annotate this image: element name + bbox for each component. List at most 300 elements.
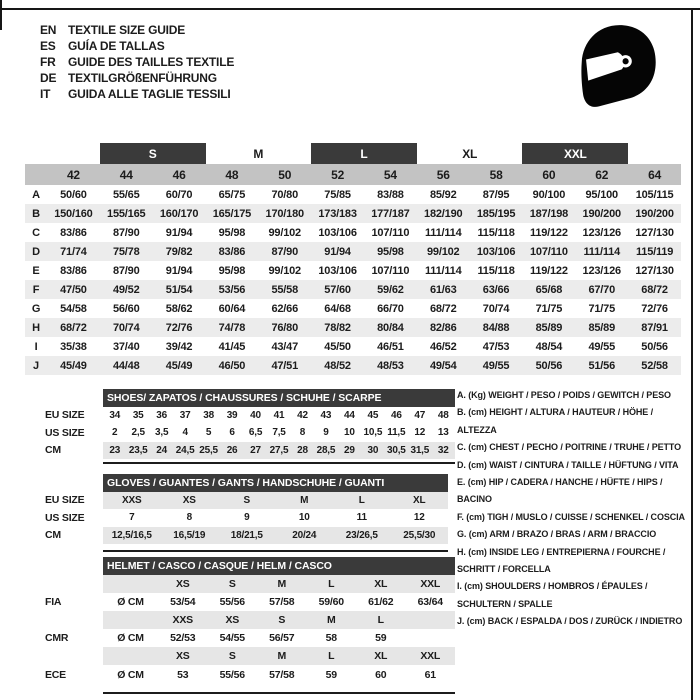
spacer [45, 474, 103, 492]
measure-value: 46/52 [429, 340, 457, 353]
measure-value: 45/49 [165, 359, 193, 372]
size-label: XXS [158, 611, 208, 629]
measure-value: 47/51 [271, 359, 298, 372]
measure-value: 67/70 [588, 283, 615, 296]
helmet-sizes-row [45, 647, 455, 665]
size-label: XS [158, 575, 208, 593]
page-border-top [0, 8, 700, 10]
size-group-l: L [311, 143, 417, 164]
value: XL [391, 492, 449, 510]
measure-value: 165/175 [212, 207, 252, 220]
row-label: US SIZE [45, 426, 85, 439]
measure-value: 72/76 [165, 321, 193, 334]
value: 57/58 [269, 595, 295, 608]
value: 34 [109, 409, 121, 421]
language-row [40, 38, 234, 54]
measure-value: 190/200 [635, 207, 674, 220]
row-label: US SIZE [45, 511, 85, 524]
helmet-size-table [45, 557, 455, 684]
measure-value: 45/50 [324, 340, 351, 353]
textile-size-table [25, 143, 681, 375]
measure-value: 91/94 [324, 245, 351, 258]
value: 16,5/19 [161, 527, 219, 545]
value: 41 [273, 409, 285, 421]
value: 25,5 [197, 442, 220, 460]
measure-value: 105/115 [635, 188, 674, 201]
value: 39 [226, 409, 238, 421]
value: 23,5 [126, 442, 149, 460]
size-number-row [25, 164, 681, 185]
row-label: G [31, 302, 41, 315]
measure-value: 160/170 [159, 207, 199, 220]
sub-table-header-row [45, 557, 455, 575]
measure-value: 56/60 [112, 302, 140, 315]
measure-value: 71/75 [535, 302, 563, 315]
measure-value: 74/78 [218, 321, 246, 334]
language-row [40, 54, 234, 70]
measure-value: 95/98 [218, 264, 246, 277]
value: 56/57 [269, 632, 295, 645]
language-title: GUIDE DES TAILLES TEXTILE [68, 55, 235, 69]
measure-value: 84/88 [482, 321, 510, 334]
measure-value: 49/55 [588, 340, 615, 353]
measure-value: 49/52 [112, 283, 140, 296]
legend-item: B. (cm) HEIGHT / ALTURA / HAUTEUR / HÖHE / ALTEZZA [457, 407, 653, 435]
measure-value: 95/100 [585, 188, 618, 201]
language-title-list [40, 22, 234, 102]
value: 10,5 [363, 427, 383, 439]
spacer [45, 611, 103, 629]
value: 60 [375, 668, 387, 681]
value: 6 [229, 427, 235, 439]
measure-value: 49/54 [429, 359, 457, 372]
language-code: FR [40, 55, 56, 69]
measure-value: 49/55 [482, 359, 510, 372]
measure-row [25, 318, 681, 337]
measurement-legend [457, 387, 691, 631]
measure-value: 44/48 [112, 359, 140, 372]
value: 37 [179, 409, 191, 421]
measure-value: 90/100 [532, 188, 566, 201]
value: 12,5/16,5 [103, 527, 161, 545]
measure-value: 41/45 [218, 340, 246, 353]
value: 59/60 [318, 595, 344, 608]
sub-table-header-row [45, 389, 455, 407]
size-number: 56 [436, 167, 450, 182]
row-label: F [32, 283, 40, 296]
measure-value: 155/165 [107, 207, 146, 220]
measure-value: 170/180 [265, 207, 304, 220]
measure-value: 95/98 [218, 226, 246, 239]
value: 61/62 [368, 595, 394, 608]
row-label: H [32, 321, 40, 334]
size-number: 54 [383, 167, 397, 182]
size-label: L [307, 647, 357, 665]
measure-value: 63/66 [482, 283, 510, 296]
value: 40 [250, 409, 261, 421]
size-label: S [257, 611, 307, 629]
standard-label: ECE [45, 668, 66, 681]
measure-value: 83/86 [60, 264, 87, 277]
helmet-values-row [45, 629, 455, 647]
value: 30,5 [385, 442, 408, 460]
sub-table-title: SHOES/ ZAPATOS / CHAUSSURES / SCHUHE / SCARPE [103, 389, 455, 407]
value: 2,5 [131, 427, 145, 439]
value: 11,5 [387, 427, 406, 439]
value: 27,5 [267, 442, 290, 460]
measure-value: 68/72 [641, 283, 668, 296]
size-group-xl: XL [462, 146, 478, 161]
row-label: B [32, 207, 40, 220]
value: 54/55 [219, 632, 245, 645]
value: 8 [299, 427, 306, 439]
helmet-values-row [45, 665, 455, 683]
measure-value: 46/50 [218, 359, 246, 372]
measure-value: 185/195 [476, 207, 516, 220]
sub-table-row [45, 442, 455, 460]
measure-value: 115/118 [477, 264, 515, 277]
measure-value: 127/130 [635, 264, 674, 277]
spacer [25, 164, 47, 185]
value: 59 [375, 632, 387, 645]
measure-value: 111/114 [424, 226, 462, 239]
size-number: 44 [119, 167, 133, 182]
measure-value: 57/60 [324, 283, 351, 296]
measure-value: 50/60 [60, 188, 87, 201]
measure-value: 87/90 [112, 226, 140, 239]
value: 9 [323, 427, 329, 439]
shoes-size-table [45, 389, 455, 459]
value: 35 [132, 409, 144, 421]
spacer [45, 389, 103, 407]
value: 23 [103, 442, 126, 460]
measure-value: 62/66 [271, 302, 298, 315]
measure-value: 78/82 [324, 321, 351, 334]
measure-value: 48/52 [324, 359, 351, 372]
divider [103, 692, 455, 694]
measure-value: 47/53 [482, 340, 510, 353]
measure-value: 99/102 [427, 245, 460, 258]
value: 52/53 [170, 632, 196, 645]
size-label: XS [208, 611, 258, 629]
measure-value: 85/92 [429, 188, 457, 201]
value: 12 [414, 427, 426, 439]
measure-row [25, 356, 681, 375]
measure-value: 85/89 [535, 321, 563, 334]
measure-value: 48/54 [535, 340, 563, 353]
value: 6,5 [248, 427, 263, 439]
value: 7 [129, 512, 135, 524]
row-label: J [33, 359, 39, 372]
helmet-values-row [45, 593, 455, 611]
value: 24,5 [173, 442, 196, 460]
measure-value: 103/106 [476, 245, 516, 258]
value: 45 [367, 409, 379, 421]
measure-value: 107/110 [530, 245, 568, 258]
sub-table-row [45, 509, 448, 527]
measure-value: 107/110 [371, 226, 410, 239]
value: 11 [356, 512, 367, 524]
size-label: M [257, 575, 307, 593]
divider [103, 462, 455, 464]
sub-table-title: HELMET / CASCO / CASQUE / HELM / CASCO [103, 557, 455, 575]
measure-value: 54/58 [60, 302, 87, 315]
measure-value: 60/64 [218, 302, 246, 315]
row-label: A [32, 188, 40, 201]
measure-value: 72/76 [641, 302, 668, 315]
value: 9 [244, 512, 250, 524]
measure-value: 71/75 [588, 302, 615, 315]
legend-item: G. (cm) ARM / BRAZO / BRAS / ARM / BRACCIO [457, 529, 657, 540]
measure-row [25, 337, 681, 356]
value: M [276, 492, 334, 510]
value: 18/21,5 [218, 527, 276, 545]
measure-value: 37/40 [112, 340, 140, 353]
size-number: 64 [648, 167, 662, 182]
measure-value: 87/90 [271, 245, 298, 258]
measure-value: 83/86 [60, 226, 87, 239]
measure-value: 68/72 [429, 302, 457, 315]
language-code: DE [40, 71, 57, 85]
size-label: XL [356, 647, 406, 665]
measure-value: 48/53 [377, 359, 404, 372]
row-label: CM [45, 444, 61, 457]
helmet-icon [574, 16, 660, 122]
row-label: E [32, 264, 40, 277]
measure-row [25, 280, 681, 299]
measure-value: 70/74 [112, 321, 140, 334]
spacer [103, 611, 158, 629]
unit-label: Ø CM [117, 632, 144, 645]
measure-value: 58/62 [165, 302, 193, 315]
value: 13 [437, 427, 449, 439]
measure-value: 173/183 [318, 207, 357, 220]
value: XS [161, 492, 219, 510]
sub-table-row [45, 424, 455, 442]
size-number: 42 [66, 167, 80, 182]
row-label: I [34, 340, 38, 353]
size-group-row [25, 143, 681, 164]
measure-value: 50/56 [641, 340, 668, 353]
page-border-left [0, 0, 2, 30]
value: 53/54 [170, 595, 196, 608]
measure-value: 75/78 [112, 245, 140, 258]
spacer [45, 647, 103, 665]
value: 4 [182, 427, 188, 439]
spacer [103, 575, 158, 593]
measure-value: 87/95 [482, 188, 510, 201]
unit-label: Ø CM [117, 595, 144, 608]
size-label: XXL [406, 647, 456, 665]
size-number: 46 [172, 167, 186, 182]
value: 42 [297, 409, 308, 421]
value: L [333, 492, 391, 510]
value: 2 [112, 427, 118, 439]
measure-value: 190/200 [582, 207, 621, 220]
measure-value: 51/56 [588, 359, 615, 372]
measure-value: 187/198 [529, 207, 569, 220]
size-group-m: M [253, 146, 264, 161]
measure-value: 115/118 [477, 226, 515, 239]
measure-value: 119/122 [530, 226, 568, 239]
value [406, 629, 456, 647]
measure-value: 91/94 [165, 226, 193, 239]
size-label: XS [158, 647, 208, 665]
measure-value: 123/126 [582, 264, 621, 277]
size-label: S [208, 575, 258, 593]
size-number: 58 [489, 167, 503, 182]
value: 61 [424, 668, 436, 681]
row-label: EU SIZE [45, 409, 85, 422]
measure-value: 55/58 [271, 283, 298, 296]
value: 5 [205, 427, 212, 439]
measure-row [25, 261, 681, 280]
value: 27 [244, 442, 267, 460]
size-number: 62 [595, 167, 609, 182]
legend-item: H. (cm) INSIDE LEG / ENTREPIERNA / FOURCHE / SCHRITT / FORCELLA [457, 546, 666, 575]
page-border-right [691, 8, 693, 700]
legend-item: F. (cm) TIGH / MUSLO / CUISSE / SCHENKEL / COSCIA [457, 511, 685, 522]
measure-value: 83/88 [377, 188, 404, 201]
measure-value: 87/90 [112, 264, 140, 277]
measure-value: 119/122 [530, 264, 568, 277]
size-label: XL [356, 575, 406, 593]
measure-value: 45/49 [60, 359, 87, 372]
measure-value: 83/86 [218, 245, 246, 258]
row-label: C [32, 226, 40, 239]
size-group-s: S [100, 143, 206, 164]
size-number: 60 [542, 167, 556, 182]
measure-value: 60/70 [165, 188, 193, 201]
measure-value: 87/91 [641, 321, 668, 334]
measure-value: 82/86 [429, 321, 457, 334]
measure-value: 47/50 [60, 283, 87, 296]
measure-value: 111/114 [583, 245, 621, 258]
standard-label: CMR [45, 632, 69, 645]
measure-row [25, 299, 681, 318]
measure-value: 71/74 [60, 245, 87, 258]
value: 23/26,5 [333, 527, 391, 545]
measure-value: 55/65 [112, 188, 140, 201]
measure-value: 79/82 [165, 245, 193, 258]
measure-value: 115/119 [635, 245, 674, 258]
value: 58 [325, 632, 337, 645]
measure-value: 95/98 [377, 245, 404, 258]
unit-label: Ø CM [117, 668, 144, 681]
value: XXS [103, 492, 161, 510]
value: 10 [344, 427, 355, 439]
value: 53 [177, 668, 189, 681]
legend-item: J. (cm) BACK / ESPALDA / DOS / ZURÜCK / INDIETRO [457, 616, 683, 627]
language-code: EN [40, 23, 57, 37]
measure-value: 99/102 [268, 226, 301, 239]
measure-value: 75/85 [324, 188, 351, 201]
measure-value: 150/160 [54, 207, 93, 220]
measure-value: 70/74 [482, 302, 510, 315]
measure-value: 51/54 [165, 283, 193, 296]
size-number: 52 [331, 167, 345, 182]
size-number: 50 [278, 167, 292, 182]
legend-item: I. (cm) SHOULDERS / HOMBROS / ÉPAULES / SCHULTERN / SPALLE [457, 581, 648, 609]
value: 28 [291, 442, 314, 460]
sub-table-header-row [45, 474, 448, 492]
size-label: XXL [406, 575, 456, 593]
measure-value: 46/51 [377, 340, 404, 353]
value: 25,5/30 [391, 527, 449, 545]
measure-value: 70/80 [271, 188, 298, 201]
sub-table-title: GLOVES / GUANTES / GANTS / HANDSCHUHE / GUANTI [103, 474, 448, 492]
legend-item: D. (cm) WAIST / CINTURA / TAILLE / HÜFTUNG / VITA [457, 459, 679, 470]
language-title: TEXTILE SIZE GUIDE [68, 23, 186, 37]
legend-item: A. (Kg) WEIGHT / PESO / POIDS / GEWITCH / PESO [457, 390, 671, 400]
measure-value: 65/75 [218, 188, 246, 201]
legend-item: C. (cm) CHEST / PECHO / POITRINE / TRUHE / PETTO [457, 442, 682, 453]
language-row [40, 22, 234, 38]
value: 59 [325, 668, 337, 681]
measure-value: 85/89 [588, 321, 615, 334]
value: 28,5 [314, 442, 337, 460]
measure-value: 80/84 [377, 321, 404, 334]
value: S [218, 492, 276, 510]
measure-value: 68/72 [60, 321, 87, 334]
measure-value: 64/68 [324, 302, 351, 315]
value: 63/64 [417, 595, 443, 608]
divider [103, 550, 448, 552]
value: 3,5 [155, 427, 169, 439]
size-number: 48 [225, 167, 239, 182]
measure-value: 103/106 [318, 264, 357, 277]
size-label [406, 611, 456, 629]
size-group-xxl: XXL [522, 143, 628, 164]
language-code: ES [40, 39, 56, 53]
measure-row [25, 223, 681, 242]
measure-value: 107/110 [371, 264, 410, 277]
spacer [628, 143, 681, 164]
language-code: IT [40, 87, 51, 101]
value: 24 [150, 442, 173, 460]
row-label: EU SIZE [45, 494, 85, 507]
helmet-sizes-row [45, 611, 455, 629]
value: 48 [437, 409, 449, 421]
size-label: M [307, 611, 357, 629]
size-label: L [356, 611, 406, 629]
sub-table-row [45, 527, 448, 545]
measure-value: 52/58 [641, 359, 668, 372]
value: 38 [203, 409, 214, 421]
value: 43 [320, 409, 332, 421]
measure-value: 39/42 [165, 340, 193, 353]
size-label: M [257, 647, 307, 665]
measure-value: 91/94 [165, 264, 193, 277]
measure-value: 127/130 [635, 226, 674, 239]
measure-value: 177/187 [371, 207, 410, 220]
measure-value: 123/126 [582, 226, 621, 239]
value: 55/56 [219, 668, 245, 681]
spacer [45, 575, 103, 593]
measure-value: 59/62 [377, 283, 404, 296]
measure-row [25, 185, 681, 204]
measure-value: 43/47 [271, 340, 298, 353]
size-label: S [208, 647, 258, 665]
measure-value: 99/102 [268, 264, 301, 277]
gloves-size-table [45, 474, 448, 544]
value: 32 [432, 442, 455, 460]
value: 10 [298, 512, 310, 524]
row-label: D [32, 245, 40, 258]
value: 31,5 [408, 442, 431, 460]
measure-value: 53/56 [218, 283, 246, 296]
value: 20/24 [276, 527, 334, 545]
